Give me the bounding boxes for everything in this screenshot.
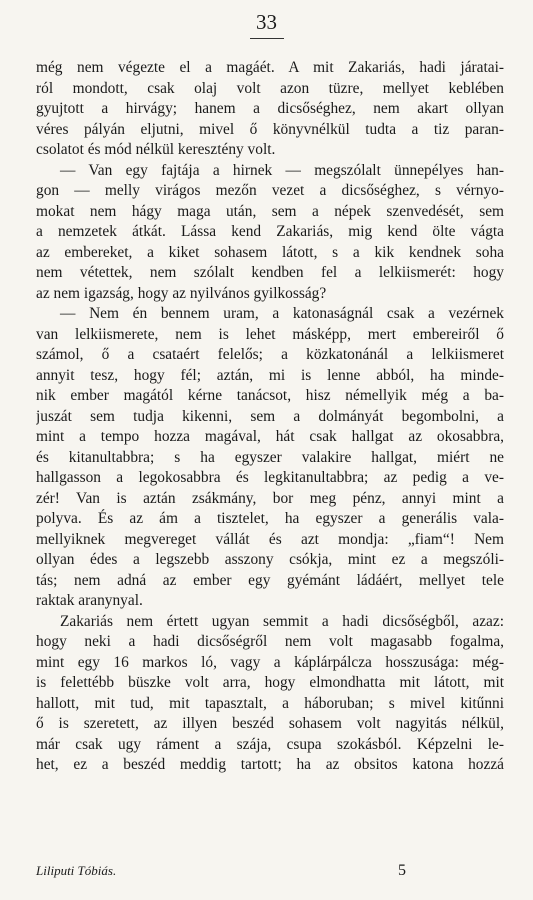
text-line: mint a tempo hozza magával, hát csak hallgat az okosabbra, (36, 428, 504, 445)
text-line: gon — melly virágos mezőn vezet a dicsőséghez, s vérnyo- (36, 182, 504, 199)
text-line: tás; nem adná az ember egy gyémánt ládáért, mellyet tele (36, 571, 504, 589)
page-number: 33 (256, 10, 277, 34)
text-line: — Nem én bennem uram, a katonaságnál csak a vezérnek (60, 305, 504, 322)
text-line: hogy neki a hadi dicsőségről nem volt magasabb fogalma, (36, 633, 504, 650)
footer-signature: Liliputi Tóbiás. (36, 863, 117, 878)
text-line: annyit tesz, hogy fél; aztán, mi is lenne abból, ha minde- (36, 366, 504, 384)
text-line: már csak ugy ráment a szája, csupa szokásból. Képzelni le- (36, 735, 504, 753)
footer-sheet-number: 5 (398, 862, 406, 879)
text-line: ról mondott, csak olaj volt azon tüzre, mellyet keblében (36, 79, 504, 97)
text-line: nem vétettek, nem szólalt kendben fel a lelkiismerét: hogy (36, 264, 504, 281)
text-line: az embereket, a kiket sohasem látott, s a kik kendnek soha (36, 243, 504, 261)
header-rule (250, 38, 284, 39)
page-footer (36, 860, 504, 882)
text-line: raktak aranynyal. (36, 592, 143, 609)
text-line: polyva. És az ám a tisztelet, ha egyszer a generális vala- (36, 510, 504, 527)
text-line: gyujtott a hirvágy; hanem a dicsőséghez, nem akart ollyan (36, 100, 504, 117)
text-line: véres pályán eljutni, mivel ő könyvnélkül tudta a tiz paran- (36, 120, 504, 138)
text-line: Zakariás nem értett ugyan semmit a hadi dicsőségből, azaz: (60, 612, 504, 630)
text-line: ollyan édes a legszebb asszony csókja, mint ez a megszóli- (36, 551, 504, 568)
text-line: mokat nem hágy maga után, sem a népek szenvedését, sem (36, 202, 504, 220)
text-line: hallgasson a legokosabbra és legkitanultabbra; az pedig a ve- (36, 469, 504, 486)
text-line: is felettébb büszke volt arra, hogy elmondhatta mit látott, mit (36, 674, 504, 691)
text-line: mellyiknek megvereget vállát és azt mondja: „fiam“! Nem (36, 530, 504, 548)
text-line: van lelkiismerete, nem is lehet másképp, mert embereiről ő (36, 325, 504, 343)
body-text (36, 58, 504, 776)
text-line: az nem igazság, hogy az nyilvános gyilkosság? (36, 284, 327, 302)
text-line: juszát sem tudja kikenni, sem a dolmányát begombolni, a (36, 407, 504, 425)
text-line: számol, ő a csataért felelős; a közkatonánál a lelkiismeret (36, 346, 504, 363)
text-line: még nem végezte el a magáét. A mit Zakariás, hadi járatai- (36, 59, 504, 76)
text-line: zér! Van is aztán zsákmány, bor meg pénz, annyi mint a (36, 489, 504, 507)
text-line: mint egy 16 markos ló, vagy a káplárpálcza hosszusága: még- (36, 653, 504, 671)
text-line: — Van egy fajtája a hirnek — megszólalt ünnepélyes han- (60, 161, 504, 179)
text-line: és kitanultabbra; s ha egyszer valakire hallgat, miért ne (36, 448, 504, 466)
text-line: csolatot és mód nélkül keresztény volt. (36, 141, 276, 158)
text-line: nik ember magától kérne tanácsot, hisz némellyik még a ba- (36, 387, 504, 404)
text-line: het, ez a beszéd meddig tartott; ha az obsitos katona hozzá (36, 756, 504, 773)
text-line: hallott, mit tud, mit tapasztalt, a háboruban; s mivel kitűnni (36, 694, 504, 712)
text-line: ő is szeretett, az illyen beszéd sohasem volt nagyitás nélkül, (36, 715, 504, 732)
text-line: a nemzetek átkát. Lássa kend Zakariás, mig kend ölte vágta (36, 223, 504, 240)
